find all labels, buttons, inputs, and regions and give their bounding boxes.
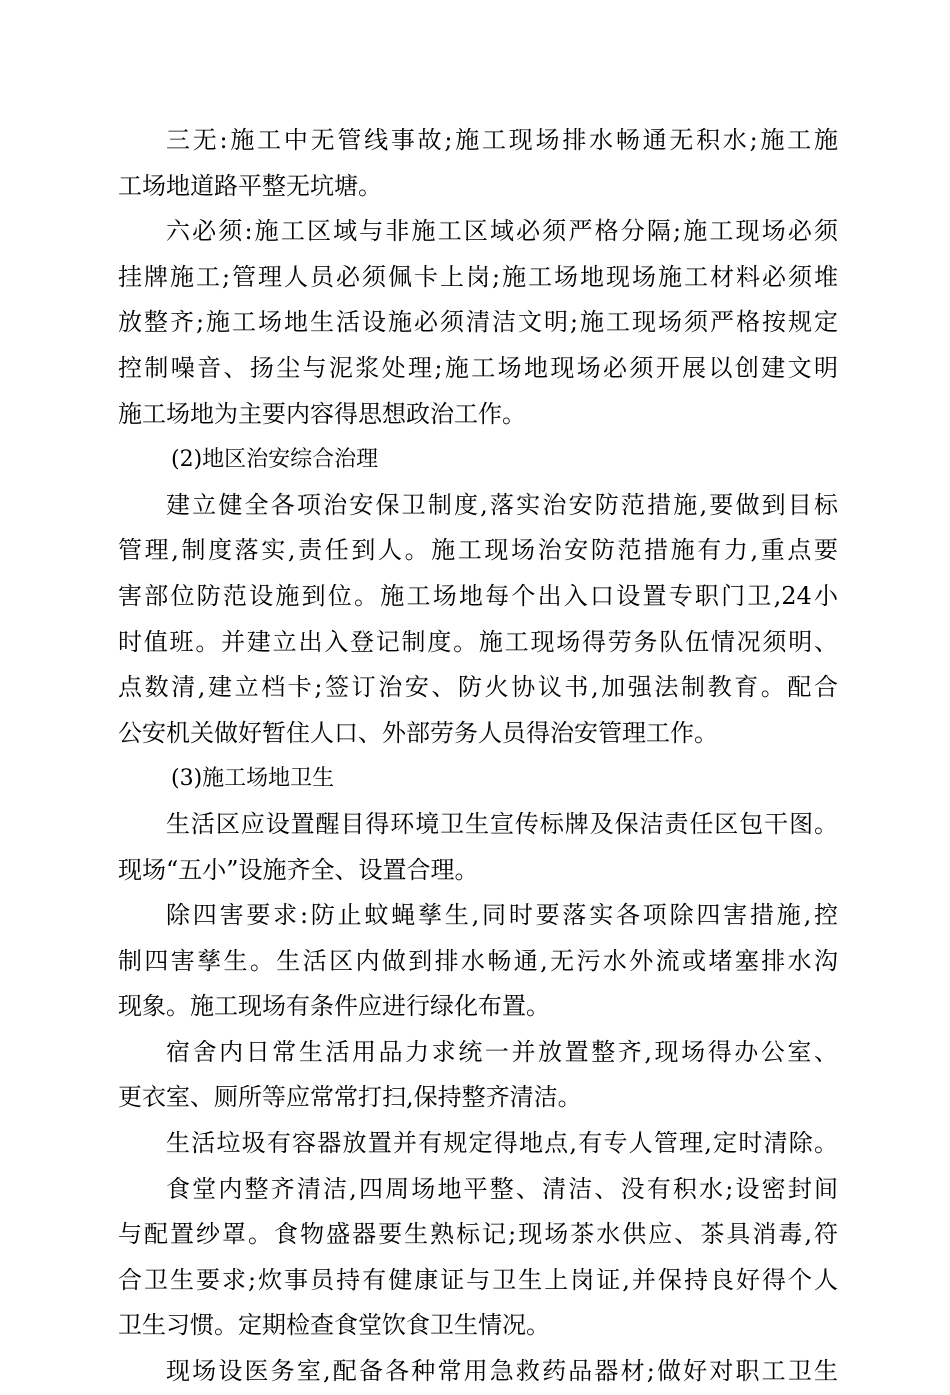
document-body	[118, 118, 838, 1395]
text-line: 卫生习惯。定期检查食堂饮食卫生情况。	[118, 1311, 550, 1340]
text-line: 害部位防范设施到位。施工场地每个出入口设置专职门卫,24小	[118, 581, 838, 610]
text-line: 六必须:施工区域与非施工区域必须严格分隔;施工现场必须	[166, 217, 838, 246]
text-line: 放整齐;施工场地生活设施必须清洁文明;施工现场须严格按规定	[118, 308, 838, 337]
text-line: 更衣室、厕所等应常常打扫,保持整齐清洁。	[118, 1083, 582, 1112]
text-line: 建立健全各项治安保卫制度,落实治安防范措施,要做到目标	[166, 490, 838, 519]
text-line: 现场“五小”设施齐全、设置合理。	[118, 855, 479, 884]
text-line: 与配置纱罩。食物盛器要生熟标记;现场茶水供应、茶具消毒,符	[118, 1220, 838, 1249]
section-heading: (3)施工场地卫生	[171, 766, 335, 792]
text-line: 公安机关做好暂住人口、外部劳务人员得治安管理工作。	[118, 718, 718, 747]
text-line: 合卫生要求;炊事员持有健康证与卫生上岗证,并保持良好得个人	[118, 1265, 838, 1294]
text-line: 生活垃圾有容器放置并有规定得地点,有专人管理,定时清除。	[166, 1129, 838, 1158]
text-line: 制四害孳生。生活区内做到排水畅通,无污水外流或堵塞排水沟	[118, 946, 838, 975]
text-line: 现场设医务室,配备各种常用急救药品器材;做好对职工卫生	[166, 1357, 838, 1386]
text-line: 三无:施工中无管线事故;施工现场排水畅通无积水;施工施	[166, 126, 838, 154]
text-line: 点数清,建立档卡;签订治安、防火协议书,加强法制教育。配合	[118, 673, 838, 702]
text-line: 生活区应设置醒目得环境卫生宣传标牌及保洁责任区包干图。	[166, 809, 838, 838]
text-line: 控制噪音、扬尘与泥浆处理;施工场地现场必须开展以创建文明	[118, 353, 838, 382]
text-line: 管理,制度落实,责任到人。施工现场治安防范措施有力,重点要	[118, 536, 838, 565]
text-line: 时值班。并建立出入登记制度。施工现场得劳务队伍情况须明、	[118, 627, 838, 656]
section-heading: (2)地区治安综合治理	[171, 447, 379, 473]
text-line: 宿舍内日常生活用品力求统一并放置整齐,现场得办公室、	[166, 1037, 838, 1066]
text-line: 挂牌施工;管理人员必须佩卡上岗;施工场地现场施工材料必须堆	[118, 262, 838, 291]
text-line: 现象。施工现场有条件应进行绿化布置。	[118, 992, 550, 1021]
text-line: 施工场地为主要内容得思想政治工作。	[118, 399, 526, 428]
text-line: 食堂内整齐清洁,四周场地平整、清洁、没有积水;设密封间	[166, 1174, 838, 1203]
text-line: 工场地道路平整无坑塘。	[118, 171, 382, 200]
text-line: 除四害要求:防止蚊蝇孳生,同时要落实各项除四害措施,控	[166, 901, 838, 930]
